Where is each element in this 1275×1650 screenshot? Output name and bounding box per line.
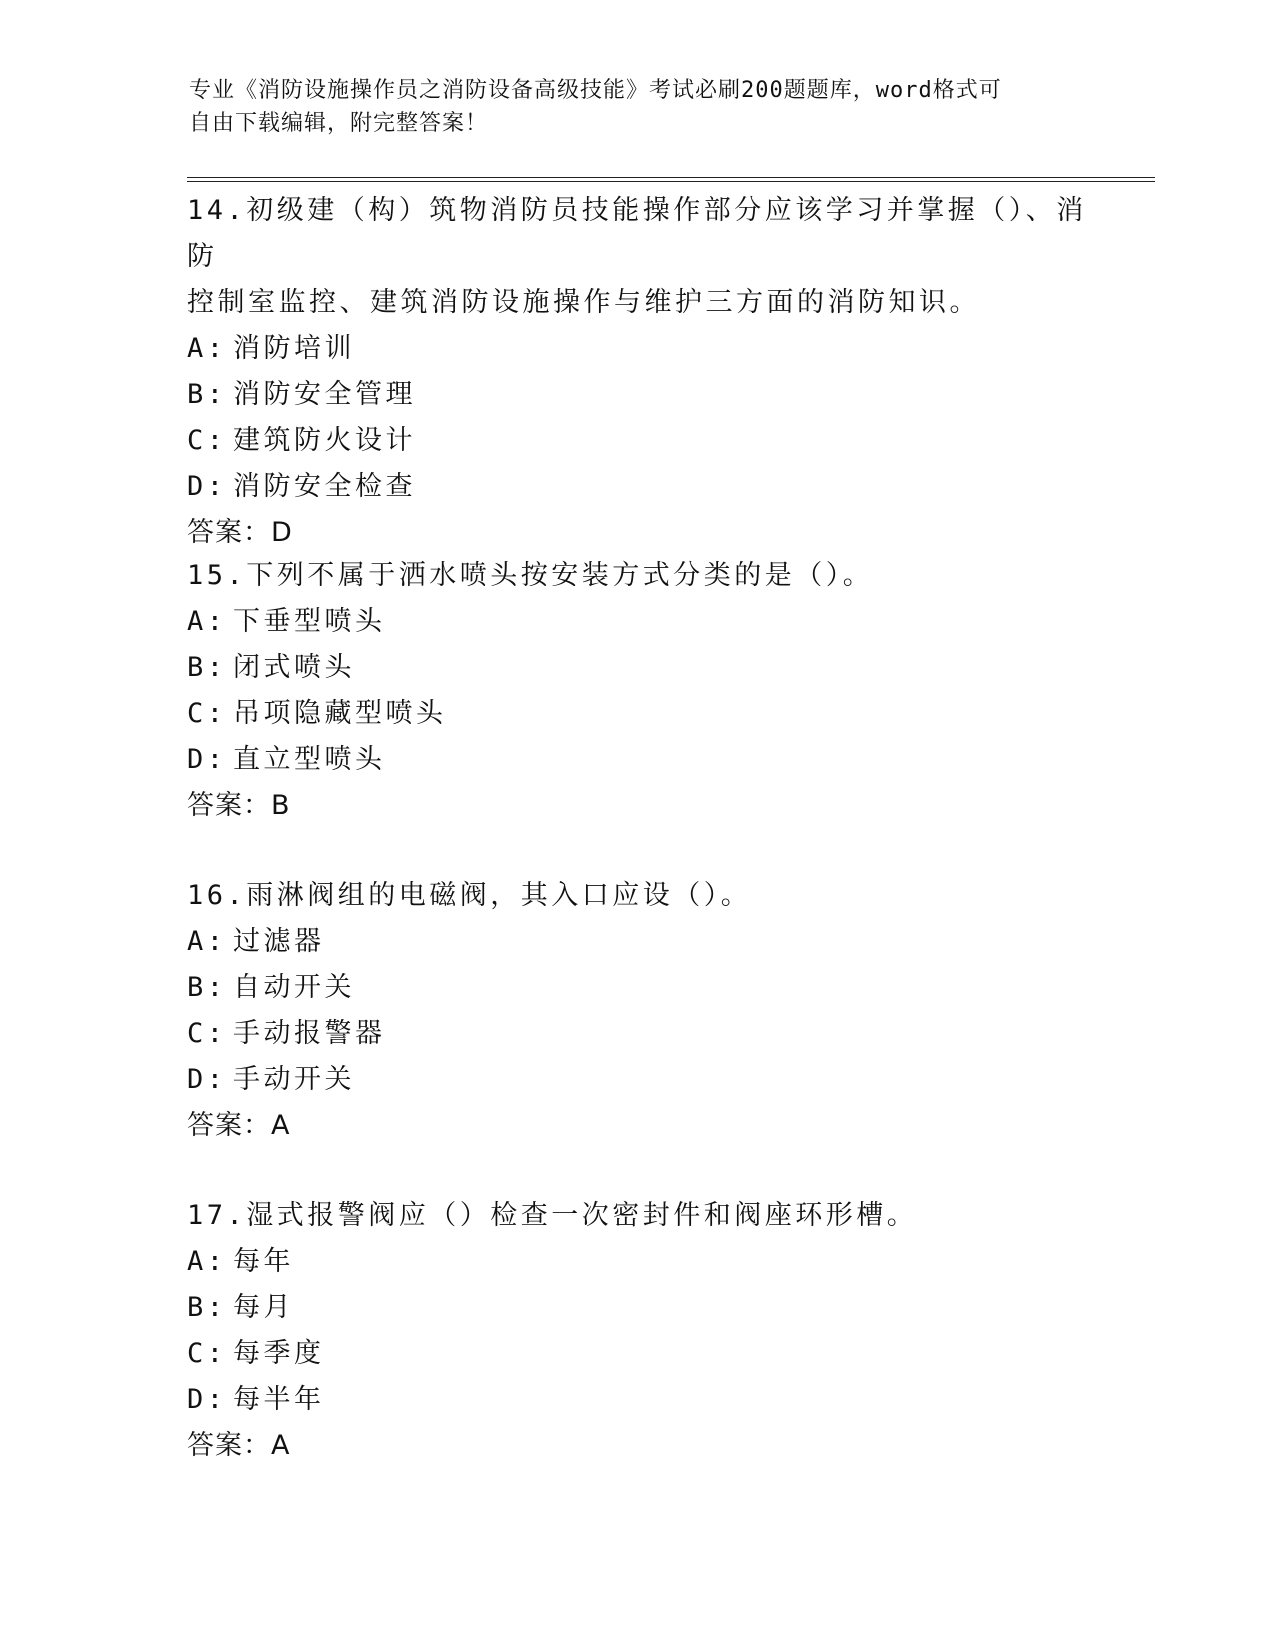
option-letter: B:: [187, 652, 227, 683]
option-letter: C:: [187, 425, 227, 456]
option-c: [187, 1331, 1087, 1377]
option-text: 消防培训: [233, 333, 355, 364]
option-text: 闭式喷头: [233, 652, 355, 683]
option-text: 每月: [233, 1292, 294, 1323]
header-line-1: 专业《消防设施操作员之消防设备高级技能》考试必刷200题题库，word格式可: [189, 78, 1002, 103]
option-letter: D:: [187, 744, 227, 775]
option-b: [187, 645, 1087, 691]
option-text: 直立型喷头: [233, 744, 386, 775]
option-text: 每半年: [233, 1384, 325, 1415]
option-text: 建筑防火设计: [233, 425, 416, 456]
option-letter: D:: [187, 1384, 227, 1415]
option-d: [187, 464, 1087, 510]
option-text: 每年: [233, 1246, 294, 1277]
question-17: [187, 1193, 1087, 1469]
option-text: 手动开关: [233, 1064, 355, 1095]
option-text: 消防安全管理: [233, 379, 416, 410]
header-divider-bottom: [187, 181, 1155, 182]
option-letter: A:: [187, 606, 227, 637]
option-letter: A:: [187, 333, 227, 364]
option-b: [187, 965, 1087, 1011]
option-letter: D:: [187, 1064, 227, 1095]
option-a: [187, 1239, 1087, 1285]
option-letter: D:: [187, 471, 227, 502]
option-text: 每季度: [233, 1338, 325, 1369]
option-letter: A:: [187, 926, 227, 957]
option-d: [187, 737, 1087, 783]
question-stem-line-1: 16.雨淋阀组的电磁阀，其入口应设（）。: [187, 880, 752, 911]
answer-line: 答案：A: [187, 1110, 291, 1141]
option-b: [187, 1285, 1087, 1331]
question-14: [187, 188, 1087, 556]
option-letter: B:: [187, 972, 227, 1003]
option-c: [187, 1011, 1087, 1057]
question-stem-line-1: 14.初级建（构）筑物消防员技能操作部分应该学习并掌握（）、消防: [187, 195, 1087, 272]
answer-line: 答案：A: [187, 1430, 291, 1461]
header-divider-top: [187, 177, 1155, 178]
option-text: 自动开关: [233, 972, 355, 1003]
option-text: 消防安全检查: [233, 471, 416, 502]
option-text: 过滤器: [233, 926, 325, 957]
question-16: [187, 873, 1087, 1149]
option-letter: B:: [187, 379, 227, 410]
option-d: [187, 1377, 1087, 1423]
option-a: [187, 599, 1087, 645]
option-letter: C:: [187, 698, 227, 729]
option-d: [187, 1057, 1087, 1103]
option-text: 手动报警器: [233, 1018, 386, 1049]
document-header: [189, 74, 1089, 140]
option-text: 下垂型喷头: [233, 606, 386, 637]
option-text: 吊项隐藏型喷头: [233, 698, 447, 729]
option-a: [187, 326, 1087, 372]
option-b: [187, 372, 1087, 418]
option-letter: B:: [187, 1292, 227, 1323]
option-a: [187, 919, 1087, 965]
question-15: [187, 553, 1087, 829]
option-letter: C:: [187, 1018, 227, 1049]
question-stem-line-1: 17.湿式报警阀应（）检查一次密封件和阀座环形槽。: [187, 1200, 918, 1231]
option-c: [187, 418, 1087, 464]
header-line-2: 自由下载编辑，附完整答案！: [189, 111, 489, 136]
option-c: [187, 691, 1087, 737]
option-letter: C:: [187, 1338, 227, 1369]
option-letter: A:: [187, 1246, 227, 1277]
answer-line: 答案：D: [187, 517, 293, 548]
question-stem-line-1: 15.下列不属于洒水喷头按安装方式分类的是（）。: [187, 560, 874, 591]
question-stem-line-2: 控制室监控、建筑消防设施操作与维护三方面的消防知识。: [187, 287, 980, 318]
answer-line: 答案：B: [187, 790, 291, 821]
